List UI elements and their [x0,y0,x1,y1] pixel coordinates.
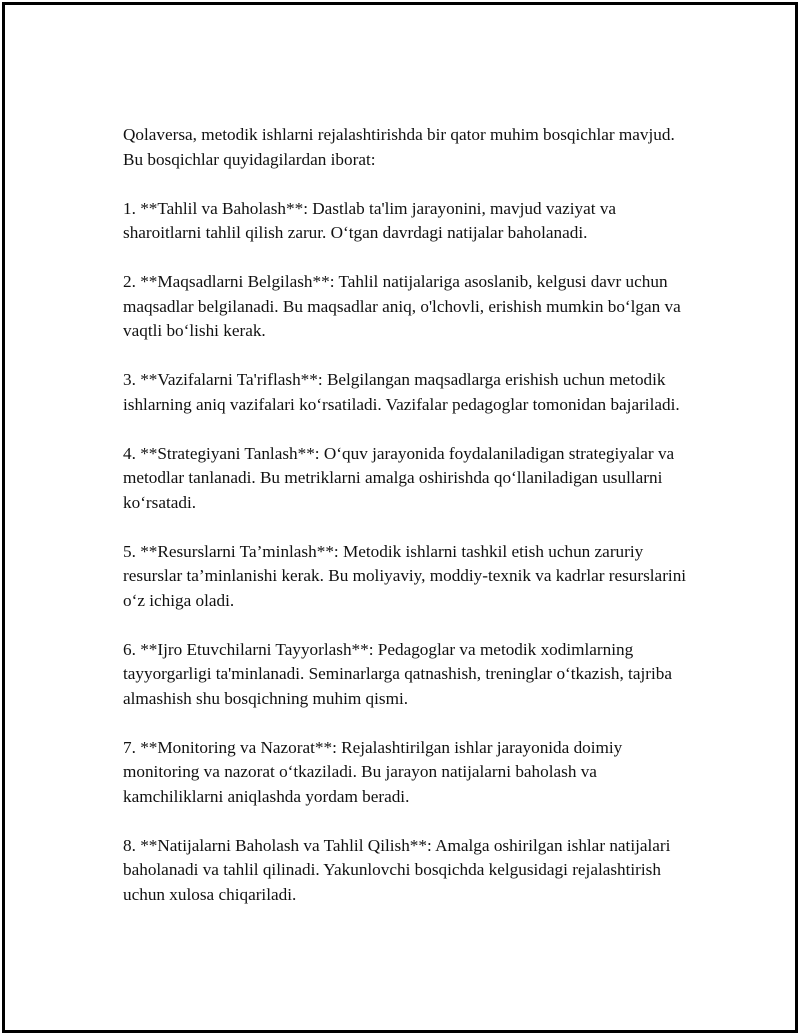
page-frame [2,2,798,1033]
intro-paragraph: Qolaversa, metodik ishlarni rejalashtirishda bir qator muhim bosqichlar mavjud. Bu bosqichlar quyidagilardan iborat: [123,125,675,169]
step-4-paragraph: 4. **Strategiyani Tanlash**: O‘quv jarayonida foydalaniladigan strategiyalar va metodlar tanlanadi. Bu metriklarni amalga oshirishda qo‘llaniladigan usullarni ko‘rsatadi. [123,443,675,512]
step-3-paragraph: 3. **Vazifalarni Ta'riflash**: Belgilangan maqsadlarga erishish uchun metodik ishlarning aniq vazifalari ko‘rsatiladi. Vazifalar pedagoglar tomonidan bajariladi. [123,370,680,414]
step-6-paragraph: 6. **Ijro Etuvchilarni Tayyorlash**: Pedagoglar va metodik xodimlarning tayyorgarligi ta'minlanadi. Seminarlarga qatnashish, treninglar o‘tkazish, tajriba almashish shu bosqichning muhim qismi. [123,639,672,708]
document-body [123,123,693,907]
step-7-paragraph: 7. **Monitoring va Nazorat**: Rejalashtirilgan ishlar jarayonida doimiy monitoring va nazorat o‘tkaziladi. Bu jarayon natijalarni baholash va kamchiliklarni aniqlashda yordam beradi. [123,737,623,806]
step-5-paragraph: 5. **Resurslarni Ta’minlash**: Metodik ishlarni tashkil etish uchun zaruriy resurslar ta’minlanishi kerak. Bu moliyaviy, moddiy-texnik va kadrlar resurslarini o‘z ichiga oladi. [123,541,687,610]
step-1-paragraph: 1. **Tahlil va Baholash**: Dastlab ta'lim jarayonini, mavjud vaziyat va sharoitlarni tahlil qilish zarur. O‘tgan davrdagi natijalar baholanadi. [123,198,617,242]
step-8-paragraph: 8. **Natijalarni Baholash va Tahlil Qilish**: Amalga oshirilgan ishlar natijalari baholanadi va tahlil qilinadi. Yakunlovchi bosqichda kelgusidagi rejalashtirish uchun xulosa chiqariladi. [123,835,671,904]
step-2-paragraph: 2. **Maqsadlarni Belgilash**: Tahlil natijalariga asoslanib, kelgusi davr uchun maqsadlar belgilanadi. Bu maqsadlar aniq, o'lchovli, erishish mumkin bo‘lgan va vaqtli bo‘lishi kerak. [123,272,681,340]
